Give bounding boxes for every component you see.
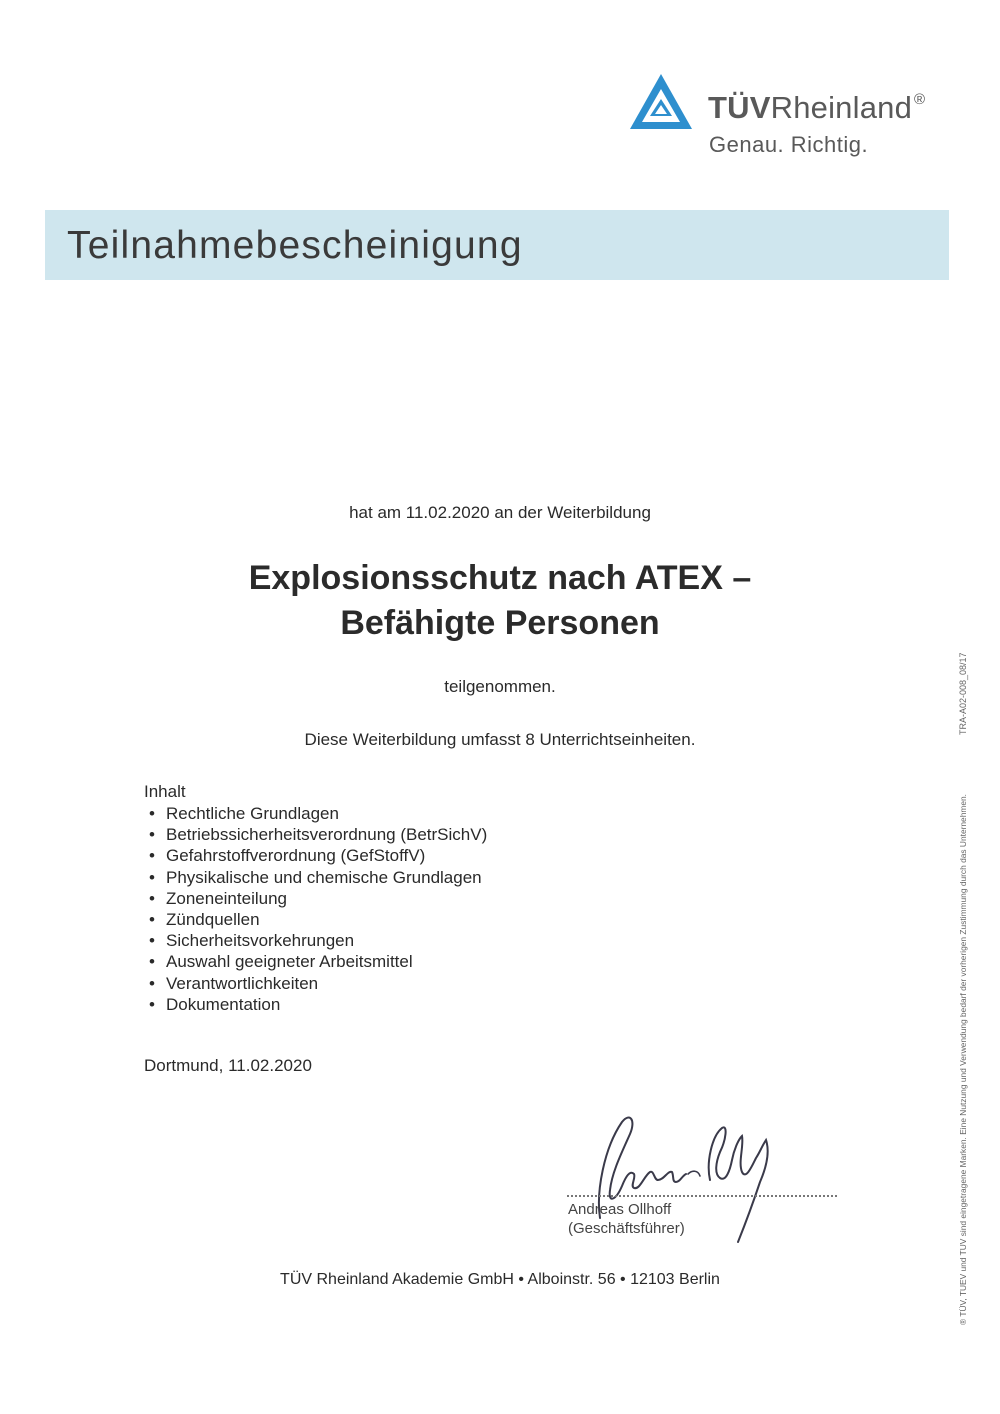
tuv-rheinland-logo [628,72,958,162]
tuv-triangle-logo-icon [628,72,694,132]
logo-brand [708,90,925,126]
course-title-line-1: Explosionsschutz nach ATEX – [248,559,752,597]
logo-brand-regular: Rheinland [770,90,913,125]
list-item: • Zoneneinteilung [144,888,487,909]
title-band [45,210,949,280]
content-heading: Inhalt [144,782,186,801]
trademark-note: ® TÜV, TUEV und TUV sind eingetragene Marken. Eine Nutzung und Verwendung bedarf der vorherigen Zustimmung durch das Unternehmen. [958,794,968,1325]
signer-name: Andreas Ollhoff [568,1201,672,1218]
course-title-line-2: Befähigte Personen [340,604,660,642]
place-date: Dortmund, 11.02.2020 [144,1056,312,1075]
list-item: • Sicherheitsvorkehrungen [144,930,487,951]
signer-role: (Geschäftsführer) [568,1220,685,1237]
form-code: TRA-A02-008_08/17 [958,652,968,735]
document-title: Teilnahmebescheinigung [67,224,523,267]
footer-address: TÜV Rheinland Akademie GmbH • Alboinstr. 56 • 12103 Berlin [280,1271,720,1288]
list-item: • Verantwortlichkeiten [144,973,487,994]
units-text: Diese Weiterbildung umfasst 8 Unterrichtseinheiten. [304,730,696,749]
content-list [144,803,487,1015]
list-item: • Betriebssicherheitsverordnung (BetrSichV) [144,824,487,845]
list-item: • Physikalische und chemische Grundlagen [144,867,487,888]
list-item: • Gefahrstoffverordnung (GefStoffV) [144,845,487,866]
list-item: • Auswahl geeigneter Arbeitsmittel [144,951,487,972]
logo-brand-bold: TÜV [708,90,771,125]
participated-text: teilgenommen. [444,677,556,696]
signature-line [567,1195,837,1197]
list-item: • Zündquellen [144,909,487,930]
logo-tagline: Genau. Richtig. [709,132,869,157]
intro-text: hat am 11.02.2020 an der Weiterbildung [349,503,651,522]
list-item: • Rechtliche Grundlagen [144,803,487,824]
course-title [0,556,1000,646]
list-item: • Dokumentation [144,994,487,1015]
registered-mark: ® [914,91,926,108]
